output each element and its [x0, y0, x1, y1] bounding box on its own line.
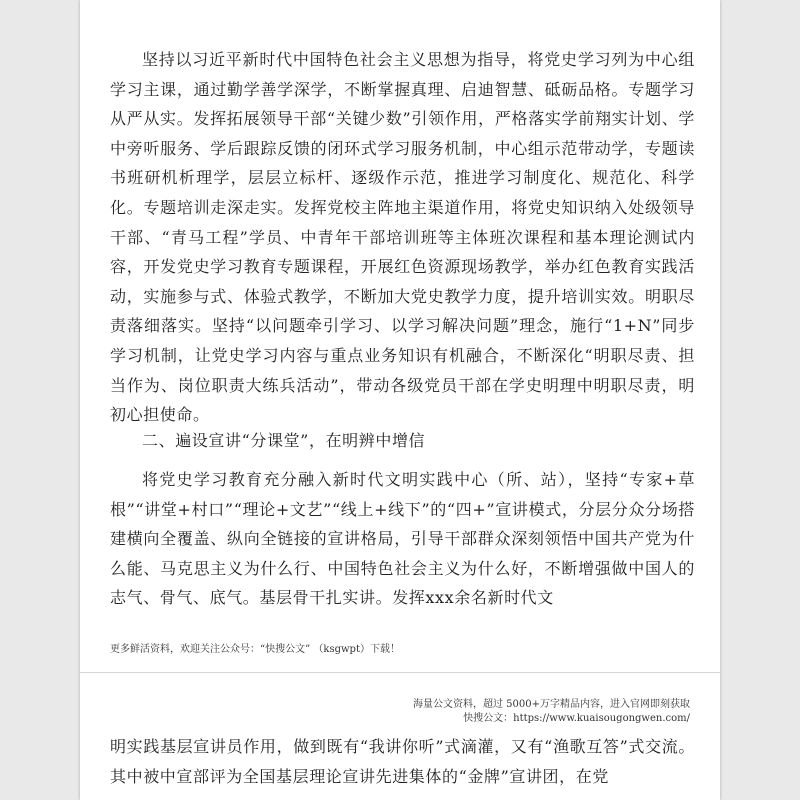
paragraph-lecture-mode: 将党史学习教育充分融入新时代文明实践中心（所、站），坚持“专家+草根”“讲堂+村口”“理论+文艺”“线上+线下”的“四+”宣讲模式，分层分众分场搭建横向全覆盖、纵向全链接的宣讲格局，引导干部群众深刻领悟中国共产党为什么能、马克思主义为什么行、中国特色社会主义为什么好，不断增强做中国人的志气、骨气、底气。基层骨干扎实讲。发挥xxx余名新时代文 [110, 470, 695, 608]
page-header-promo [413, 698, 690, 726]
document-page [80, 0, 720, 800]
page-footer-note: 更多鲜活资料，欢迎关注公众号：“快搜公文” （ksgwpt）下载！ [110, 644, 400, 655]
page-break-divider [80, 672, 720, 673]
paragraph-continued: 明实践基层宣讲员作用，做到既有“我讲你听”式滴灌，又有“渔歌互答”式交流。其中被中宣部评为全国基层理论宣讲先进集体的“金牌”宣讲团，在党 [110, 737, 695, 786]
paragraph-study-mechanism: 坚持以习近平新时代中国特色社会主义思想为指导，将党史学习列为中心组学习主课，通过勤学善学深学，不断掌握真理、启迪智慧、砥砺品格。专题学习从严从实。发挥拓展领导干部“关键少数”引领作用，严格落实学前翔实计划、学中旁听服务、学后跟踪反馈的闭环式学习服务机制，中心组示范带动学，专题读书班研机析理学，层层立标杆、逐级作示范，推进学习制度化、规范化、科学化。专题培训走深走实。发挥党校主阵地主渠道作用，将党史知识纳入处级领导干部、“青马工程”学员、中青年干部培训班等主体班次课程和基本理论测试内容，开发党史学习教育专题课程，开展红色资源现场教学，举办红色教育实践活动，实施参与式、体验式教学，不断加大党史教学力度，提升培训实效。明职尽责落细落实。坚持“以问题牵引学习、以学习解决问题”理念，施行“1+N”同步学习机制，让党史学习内容与重点业务知识有机融合，不断深化“明职尽责、担当作为、岗位职责大练兵活动”，带动各级党员干部在学史明理中明职尽责，明初心担使命。 [110, 50, 695, 425]
header-promo-line-1: 海量公文资料，超过 5000+万字精品内容，进入官网即刻获取 [412, 699, 690, 710]
header-promo-line-2: 快搜公文：https://www.kuaisougongwen.com/ [463, 713, 690, 724]
section-heading-2: 二、遍设宣讲“分课堂”，在明辨中增信 [142, 431, 426, 450]
